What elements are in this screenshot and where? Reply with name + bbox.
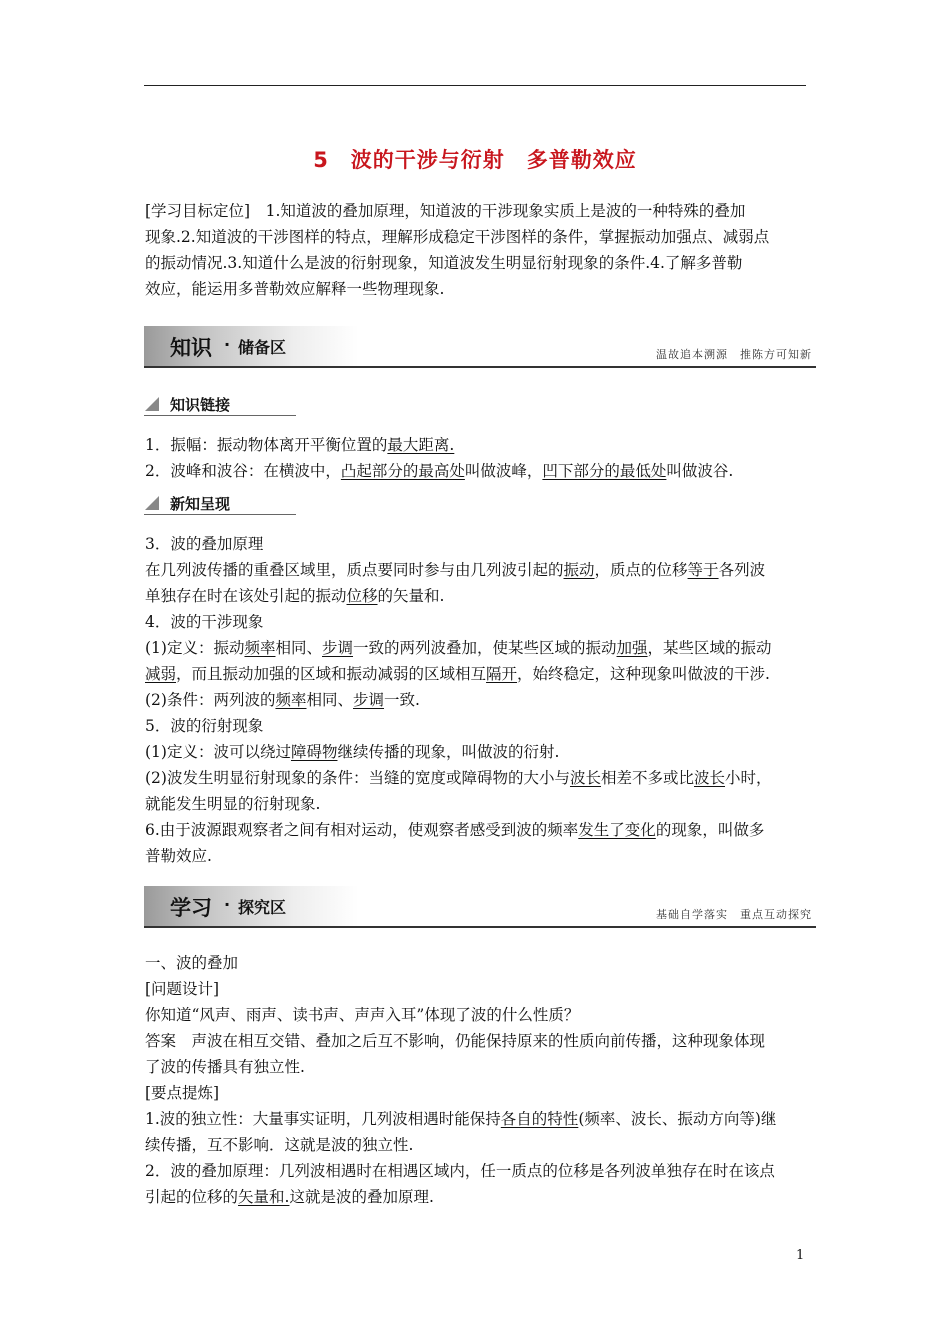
text-line: 1.波的独立性：大量事实证明，几列波相遇时能保持各自的特性(频率、波长、振动方向等)继 (145, 1110, 777, 1128)
goals-line: 效应，能运用多普勒效应解释一些物理现象. (145, 280, 445, 298)
fill-answer: 等于 (687, 561, 719, 579)
knowledge-link-body (145, 432, 810, 484)
fill-answer: 减弱 (145, 665, 177, 683)
section-rule (144, 926, 816, 928)
fill-answer: 步调 (353, 691, 385, 709)
triangle-icon (145, 496, 159, 510)
section-small-label: 储备区 (238, 338, 287, 357)
text-line: 你知道“风声、雨声、读书声、声声入耳”体现了波的什么性质？ (145, 1006, 580, 1024)
text-line: 4．波的干涉现象 (145, 613, 264, 631)
subhead-label: 新知呈现 (170, 495, 231, 513)
text-line: 2．波峰和波谷：在横波中，凸起部分的最高处叫做波峰，凹下部分的最低处叫做波谷. (145, 462, 734, 480)
subhead-rule (144, 415, 296, 416)
section-slogan: 温故追本溯源 推陈方可知新 (656, 348, 812, 361)
subhead-knowledge-link (144, 395, 296, 419)
section-small-label: 探究区 (238, 898, 287, 917)
text-line: (1)定义：振动频率相同、步调一致的两列波叠加，使某些区域的振动加强，某些区域的振动 (145, 639, 772, 657)
explore-body (145, 950, 810, 1210)
text-line: 了波的传播具有独立性. (145, 1058, 305, 1076)
fill-answer: 隔开 (486, 665, 518, 683)
text-line: 3．波的叠加原理 (145, 535, 264, 553)
page-title: 5 波的干涉与衍射 多普勒效应 (313, 148, 637, 172)
text-line: 单独存在时在该处引起的振动位移的矢量和. (145, 587, 445, 605)
goals-line: 现象.2.知道波的干涉图样的特点，理解形成稳定干涉图样的条件，掌握振动加强点、减弱点 (145, 228, 770, 246)
text-line: [要点提炼] (145, 1084, 220, 1102)
text-line: 6.由于波源跟观察者之间有相对运动，使观察者感受到波的频率发生了变化的现象，叫做多 (145, 821, 765, 839)
section-big-label: 知识 (170, 336, 212, 360)
text-line: 2．波的叠加原理：几列波相遇时在相遇区域内，任一质点的位移是各列波单独存在时在该点 (145, 1162, 775, 1180)
fill-answer: 振动 (563, 561, 595, 579)
fill-answer: 步调 (322, 639, 354, 657)
subhead-new-knowledge (144, 494, 296, 518)
text-line: 一、波的叠加 (145, 954, 239, 972)
fill-answer: 各自的特性 (500, 1110, 579, 1128)
section-slogan: 基础自学落实 重点互动探究 (656, 908, 812, 921)
section-bar-explore (144, 886, 816, 928)
text-line: 在几列波传播的重叠区域里，质点要同时参与由几列波引起的振动，质点的位移等于各列波 (145, 561, 766, 579)
section-rule (144, 366, 816, 368)
text-line: 5．波的衍射现象 (145, 717, 264, 735)
section-dot: · (224, 895, 231, 914)
fill-answer: 位移 (346, 587, 378, 605)
fill-answer: 障碍物 (290, 743, 338, 761)
page-number: 1 (796, 1248, 805, 1263)
fill-answer: 频率 (275, 691, 307, 709)
fill-answer: 最大距离. (387, 436, 455, 454)
text-line: 就能发生明显的衍射现象. (145, 795, 321, 813)
learning-goals (145, 198, 810, 302)
section-bar-knowledge (144, 326, 816, 368)
text-line: (2)条件：两列波的频率相同、步调一致. (145, 691, 420, 709)
subhead-rule (144, 514, 296, 515)
text-line: 1．振幅：振动物体离开平衡位置的最大距离. (145, 436, 455, 454)
text-line: 答案 声波在相互交错、叠加之后互不影响，仍能保持原来的性质向前传播，这种现象体现 (145, 1032, 766, 1050)
triangle-icon (145, 397, 159, 411)
text-line: 引起的位移的矢量和.这就是波的叠加原理. (145, 1188, 434, 1206)
new-knowledge-body (145, 531, 810, 869)
fill-answer: 波长 (694, 769, 726, 787)
fill-answer: 凹下部分的最低处 (542, 462, 667, 480)
text-line: 减弱，而且振动加强的区域和振动减弱的区域相互隔开，始终稳定，这种现象叫做波的干涉. (145, 665, 770, 683)
fill-answer: 发生了变化 (578, 821, 656, 839)
fill-answer: 凸起部分的最高处 (340, 462, 465, 480)
subhead-label: 知识链接 (170, 396, 231, 414)
text-line: (1)定义：波可以绕过障碍物继续传播的现象，叫做波的衍射. (145, 743, 560, 761)
fill-answer: 矢量和. (238, 1188, 290, 1206)
text-line: [问题设计] (145, 980, 220, 998)
text-line: (2)波发生明显衍射现象的条件：当缝的宽度或障碍物的大小与波长相差不多或比波长小时， (145, 769, 772, 787)
text-line: 普勒效应. (145, 847, 212, 865)
header-rule (144, 85, 806, 86)
fill-answer: 波长 (569, 769, 601, 787)
goals-line: [学习目标定位] 1.知道波的叠加原理，知道波的干涉现象实质上是波的一种特殊的叠加 (145, 202, 746, 220)
fill-answer: 加强 (616, 639, 648, 657)
fill-answer: 频率 (244, 639, 276, 657)
section-dot: · (224, 335, 231, 354)
section-big-label: 学习 (170, 896, 212, 920)
goals-line: 的振动情况.3.知道什么是波的衍射现象，知道波发生明显衍射现象的条件.4.了解多普勒 (145, 254, 743, 272)
text-line: 续传播，互不影响．这就是波的独立性. (145, 1136, 414, 1154)
